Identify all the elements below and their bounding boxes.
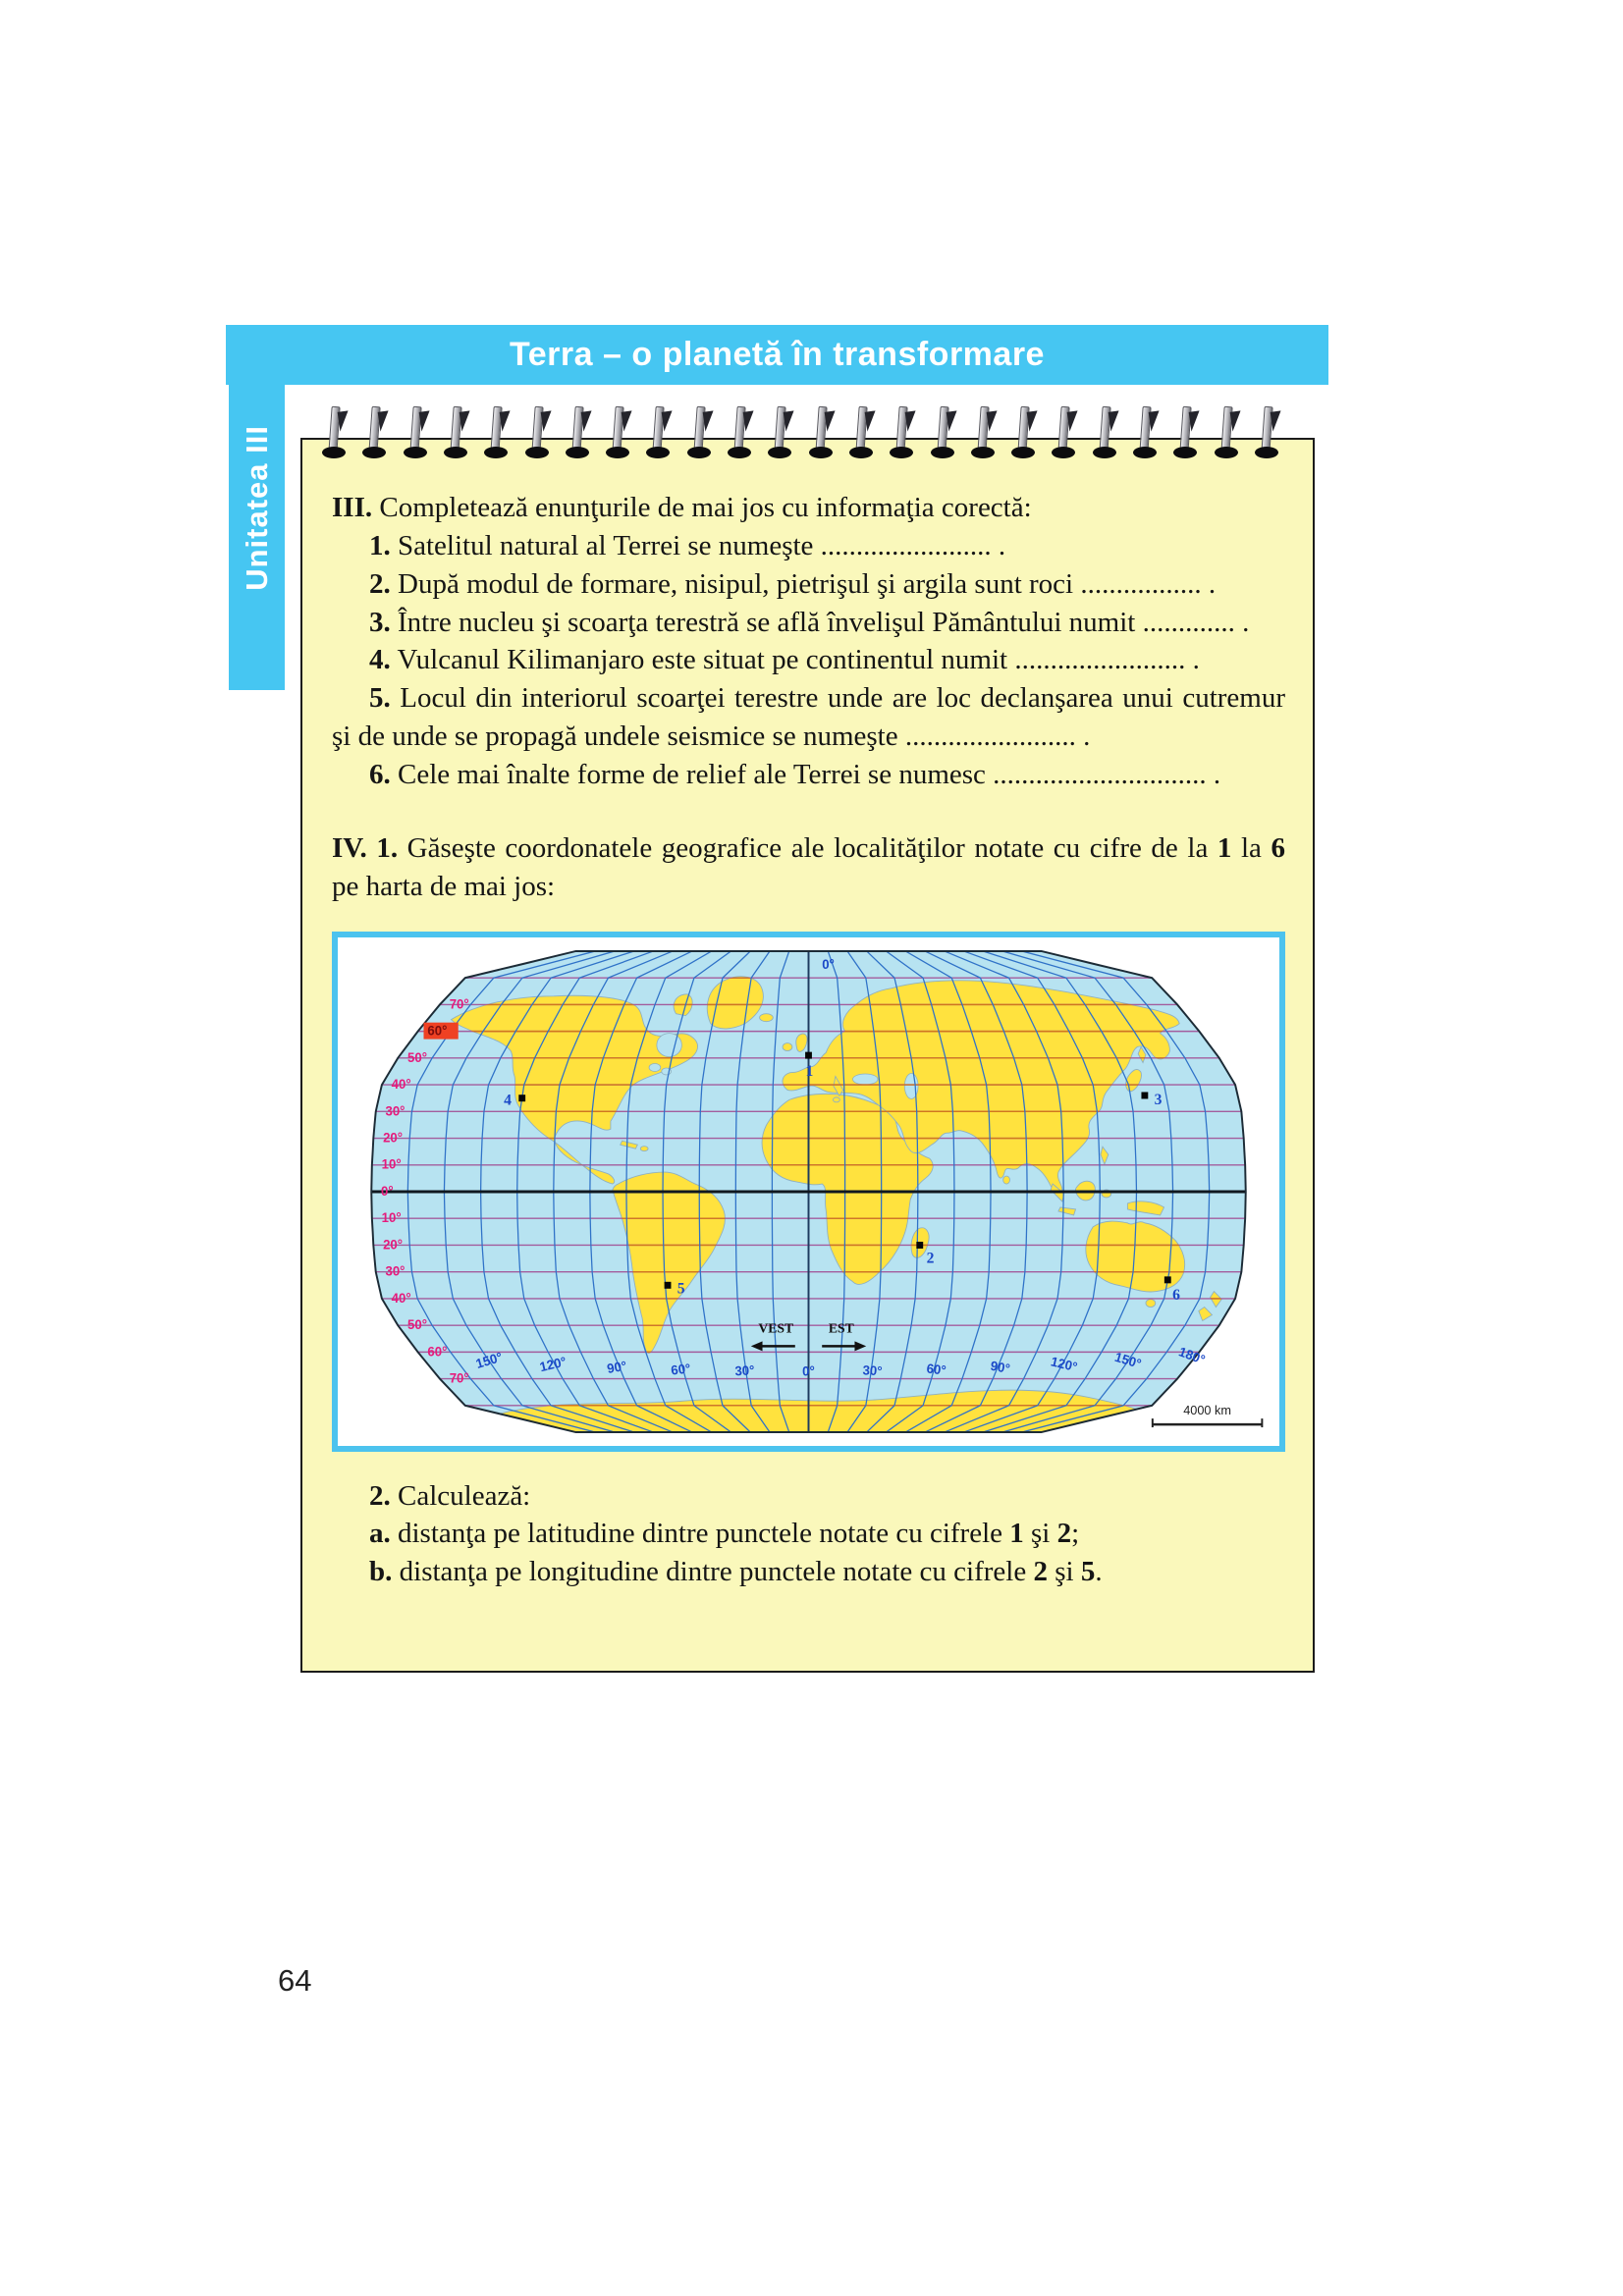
exercise-item: a. distanţa pe latitudine dintre punctele notate cu cifrele 1 şi 2; xyxy=(369,1518,1080,1550)
longitude-label: 60° xyxy=(925,1360,947,1378)
vest-label: VEST xyxy=(758,1319,794,1336)
spiral-pin xyxy=(402,406,431,471)
iceland xyxy=(760,1013,774,1021)
point-marker xyxy=(1164,1276,1171,1283)
chapter-banner xyxy=(226,325,1328,385)
latitude-label: 30° xyxy=(385,1263,406,1279)
world-map-figure xyxy=(332,932,1285,1452)
page-title: Terra – o planetă în transformare xyxy=(510,336,1045,373)
worksheet-panel xyxy=(300,438,1315,1673)
latitude-label: 70° xyxy=(449,1370,469,1386)
point-marker xyxy=(665,1281,672,1288)
longitude-label: 150° xyxy=(1112,1349,1144,1371)
exercise3-intro: III. Completează enunţurile de mai jos cu informaţia corectă: xyxy=(332,492,1032,523)
spiral-pin xyxy=(604,406,633,471)
world-map xyxy=(338,937,1279,1446)
longitude-label: 90° xyxy=(606,1358,628,1376)
spiral-pin xyxy=(929,406,958,471)
latitude-label: 0° xyxy=(381,1183,394,1199)
sri-lanka xyxy=(1003,1176,1010,1184)
exercise-item: 6. Cele mai înalte forme de relief ale Terrei se numesc .............................. . xyxy=(369,759,1221,791)
longitude-label: 120° xyxy=(538,1353,568,1374)
spiral-pin xyxy=(442,406,471,471)
page-number: 64 xyxy=(278,1963,312,1998)
spiral-pin xyxy=(1131,406,1161,471)
spiral-pin xyxy=(1009,406,1039,471)
point-number-label: 3 xyxy=(1154,1091,1163,1108)
latitude-label: 10° xyxy=(381,1209,402,1225)
latitude-label: 50° xyxy=(407,1316,427,1332)
exercise4-intro: IV. 1. Găseşte coordonatele geografice ale localităţilor notate cu cifre de la 1 la 6 pe harta de mai jos: xyxy=(332,831,1285,902)
spiral-pin xyxy=(523,406,553,471)
longitude-label: 0° xyxy=(802,1362,815,1378)
spiral-pin xyxy=(847,406,877,471)
exercise-item: b. distanţa pe longitudine dintre punctele notate cu cifrele 2 şi 5. xyxy=(369,1556,1103,1588)
longitude-label: 60° xyxy=(670,1360,692,1378)
longitude-label: 150° xyxy=(473,1349,505,1371)
latitude-label: 70° xyxy=(449,995,469,1012)
spiral-pin xyxy=(969,406,999,471)
spiral-pin xyxy=(644,406,674,471)
point-marker xyxy=(1141,1092,1148,1098)
calc-heading: 2. Calculează: xyxy=(369,1479,531,1512)
exercise-item: 2. După modul de formare, nisipul, pietrişul şi argila sunt roci ................. . xyxy=(369,567,1217,600)
scale-bar xyxy=(1153,1403,1263,1427)
latitude-label: 20° xyxy=(383,1130,404,1146)
point-number-label: 1 xyxy=(805,1062,814,1080)
longitude-label: 180° xyxy=(1176,1343,1208,1367)
spiral-pin xyxy=(564,406,593,471)
hudson-bay xyxy=(657,1033,681,1056)
ireland xyxy=(783,1042,792,1050)
spiral-pin xyxy=(482,406,512,471)
est-label: EST xyxy=(828,1319,854,1336)
spiral-pin xyxy=(1213,406,1242,471)
exercise-item: 5. Locul din interiorul scoarţei terestre unde are loc declanşarea unui cutremur şi de unde se propagă undele seismice se numeşte ........................ . xyxy=(332,682,1285,753)
worksheet-text xyxy=(332,489,1285,1591)
prime-meridian-top-label: 0° xyxy=(822,956,835,972)
latitude-label: 30° xyxy=(385,1102,406,1118)
latitude-label: 60° xyxy=(427,1023,448,1039)
great-lake xyxy=(649,1063,661,1071)
spiral-pin xyxy=(766,406,795,471)
spiral-pin xyxy=(320,406,350,471)
spiral-pin xyxy=(807,406,837,471)
unit-label: Unitatea III xyxy=(239,424,274,591)
spiral-pin xyxy=(685,406,715,471)
point-marker xyxy=(916,1242,923,1249)
point-number-label: 4 xyxy=(504,1092,512,1109)
spiral-pin xyxy=(1091,406,1120,471)
exercise3-items xyxy=(332,527,1285,794)
latitude-label: 50° xyxy=(407,1049,427,1065)
point-number-label: 2 xyxy=(926,1249,935,1267)
spiral-pin xyxy=(1253,406,1282,471)
exercise-item: 4. Vulcanul Kilimanjaro este situat pe continentul numit ........................ . xyxy=(369,644,1200,676)
unit-sidebar xyxy=(229,325,285,690)
sicily xyxy=(833,1096,839,1101)
point-marker xyxy=(805,1051,812,1058)
point-number-label: 5 xyxy=(676,1279,685,1297)
latitude-label: 10° xyxy=(381,1156,402,1172)
point-marker xyxy=(518,1095,525,1101)
exercise4-calc xyxy=(332,1477,1285,1592)
latitude-label: 20° xyxy=(383,1236,404,1253)
spiral-pin xyxy=(726,406,755,471)
longitude-label: 30° xyxy=(862,1362,883,1379)
calc-items xyxy=(332,1515,1285,1591)
spiral-pin xyxy=(888,406,917,471)
scale-label: 4000 km xyxy=(1183,1402,1231,1417)
hispaniola xyxy=(640,1146,648,1150)
latitude-label: 40° xyxy=(391,1076,411,1092)
spiral-pin xyxy=(360,406,390,471)
latitude-label: 60° xyxy=(427,1343,448,1359)
tasmania xyxy=(1146,1299,1156,1307)
black-sea xyxy=(853,1074,878,1085)
longitude-label: 120° xyxy=(1049,1353,1079,1374)
latitude-label: 40° xyxy=(391,1290,411,1306)
exercise-item: 3. Între nucleu şi scoarţa terestră se află învelişul Pământului numit ............. . xyxy=(369,606,1250,638)
longitude-label: 30° xyxy=(734,1362,755,1379)
spiral-pin xyxy=(1171,406,1201,471)
point-number-label: 6 xyxy=(1172,1286,1180,1304)
longitude-label: 90° xyxy=(989,1358,1011,1376)
exercise-item: 1. Satelitul natural al Terrei se numeşte ........................ . xyxy=(369,529,1006,561)
spiral-pin xyxy=(1050,406,1079,471)
